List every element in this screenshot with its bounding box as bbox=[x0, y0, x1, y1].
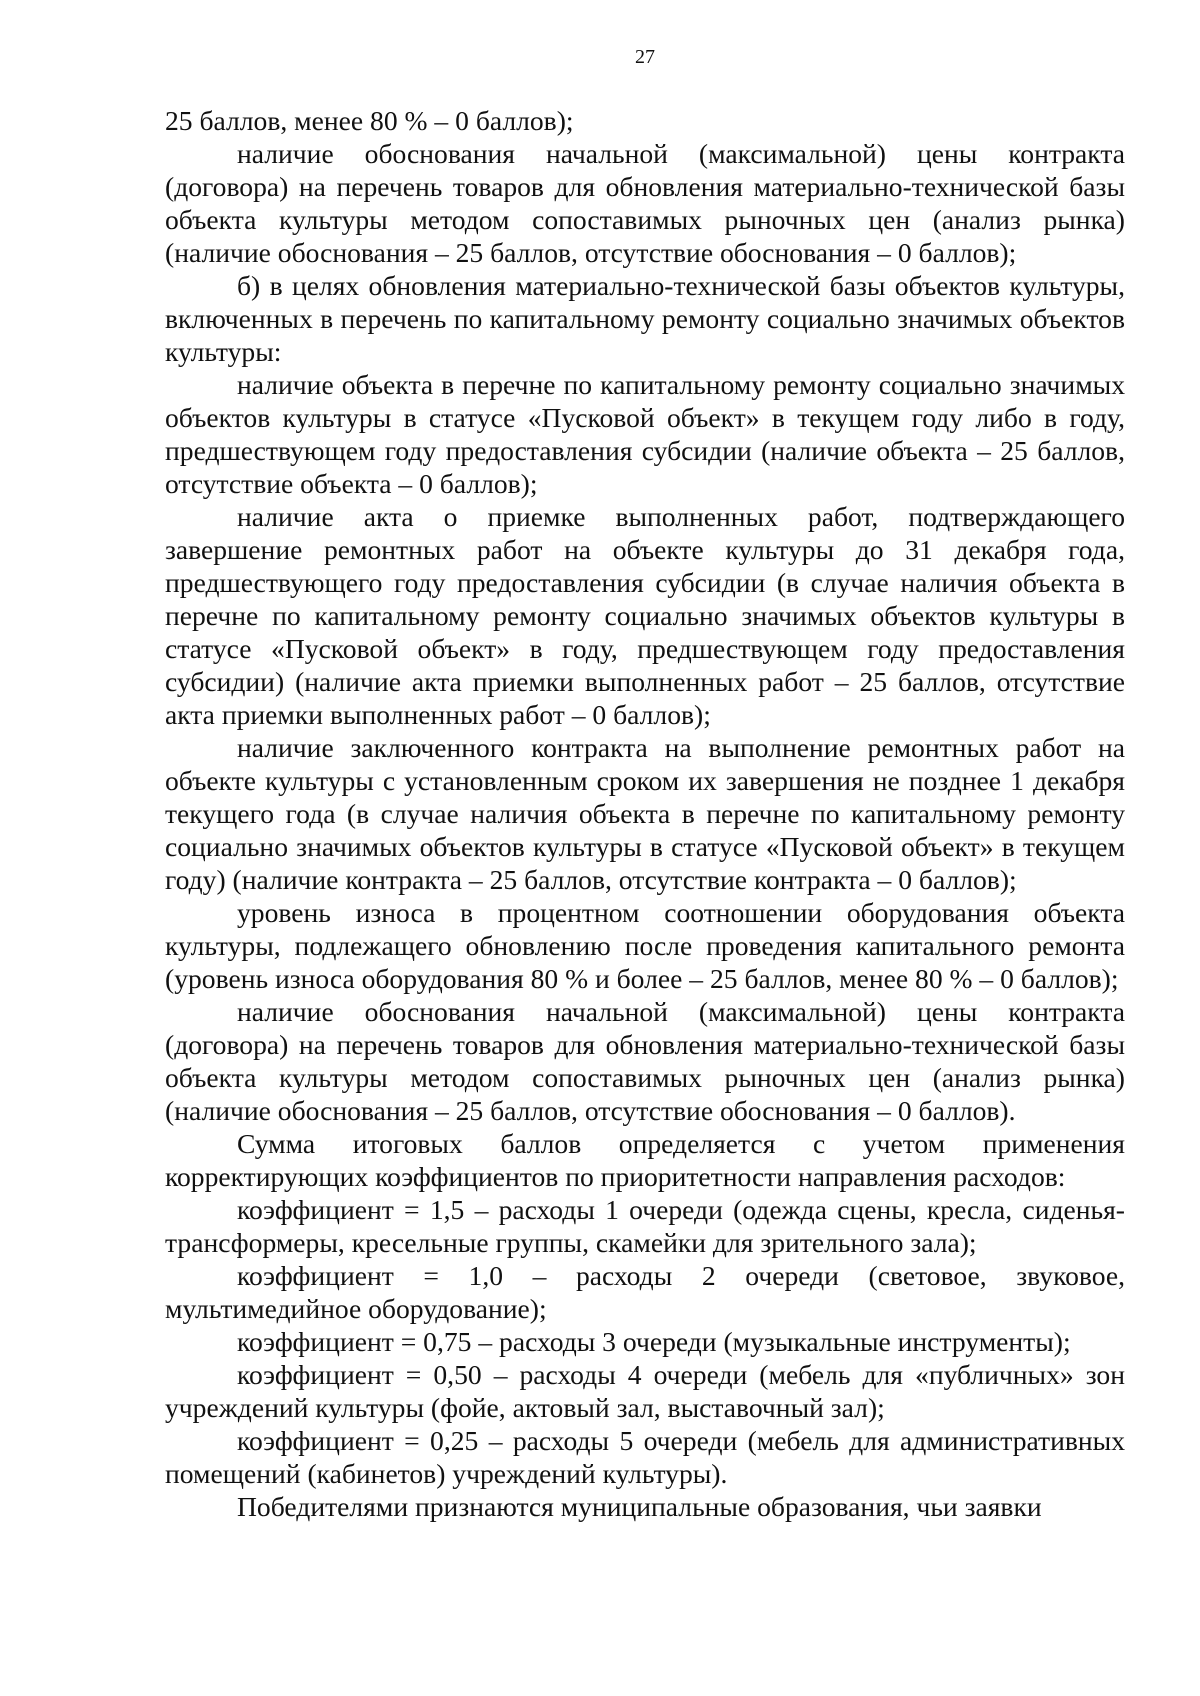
paragraph-repair-contract: наличие заключенного контракта на выполнение ремонтных работ на объекте культуры с установленным сроком их завершения не позднее 1 декабря текущего года (в случае наличия объекта в перечне по капитальному ремонту социально значимых объектов культуры в статусе «Пусковой объект» в текущем году) (наличие контракта – 25 баллов, отсутствие контракта – 0 баллов); bbox=[165, 732, 1125, 895]
paragraph-section-b: б) в целях обновления материально-технической базы объектов культуры, включенных в перечень по капитальному ремонту социально значимых объектов культуры: bbox=[165, 270, 1125, 367]
paragraph-coefficient-1: коэффициент = 1,5 – расходы 1 очереди (одежда сцены, кресла, сиденья-трансформеры, кресельные группы, скамейки для зрительного зала); bbox=[165, 1194, 1125, 1258]
paragraph-acceptance-act: наличие акта о приемке выполненных работ, подтверждающего завершение ремонтных работ на объекте культуры до 31 декабря года, предшествующего году предоставления субсидии (в случае наличия объекта в перечне по капитальному ремонту социально значимых объектов культуры в статусе «Пусковой объект» в году, предшествующем году предоставления субсидии) (наличие акта приемки выполненных работ – 25 баллов, отсутствие акта приемки выполненных работ – 0 баллов); bbox=[165, 501, 1125, 730]
paragraph-total-score: Сумма итоговых баллов определяется с учетом применения корректирующих коэффициентов по приоритетности направления расходов: bbox=[165, 1128, 1125, 1192]
paragraph-winners: Победителями признаются муниципальные образования, чьи заявки bbox=[237, 1491, 1042, 1522]
paragraph-wear-level: уровень износа в процентном соотношении оборудования объекта культуры, подлежащего обновлению после проведения капитального ремонта (уровень износа оборудования 80 % и более – 25 баллов, менее 80 % – 0 баллов); bbox=[165, 897, 1125, 994]
document-body bbox=[165, 104, 1125, 1523]
paragraph-continuation: 25 баллов, менее 80 % – 0 баллов); bbox=[165, 105, 574, 136]
paragraph-coefficient-4: коэффициент = 0,50 – расходы 4 очереди (мебель для «публичных» зон учреждений культуры (фойе, актовый зал, выставочный зал); bbox=[165, 1359, 1125, 1423]
paragraph-coefficient-2: коэффициент = 1,0 – расходы 2 очереди (световое, звуковое, мультимедийное оборудование); bbox=[165, 1260, 1125, 1324]
paragraph-price-justification-2: наличие обоснования начальной (максимальной) цены контракта (договора) на перечень товаров для обновления материально-технической базы объекта культуры методом сопоставимых рыночных цен (анализ рынка) (наличие обоснования – 25 баллов, отсутствие обоснования – 0 баллов). bbox=[165, 996, 1125, 1126]
paragraph-coefficient-5: коэффициент = 0,25 – расходы 5 очереди (мебель для административных помещений (кабинетов) учреждений культуры). bbox=[165, 1425, 1125, 1489]
paragraph-coefficient-3: коэффициент = 0,75 – расходы 3 очереди (музыкальные инструменты); bbox=[237, 1326, 1071, 1357]
paragraph-price-justification: наличие обоснования начальной (максимальной) цены контракта (договора) на перечень товаров для обновления материально-технической базы объекта культуры методом сопоставимых рыночных цен (анализ рынка) (наличие обоснования – 25 баллов, отсутствие обоснования – 0 баллов); bbox=[165, 138, 1125, 268]
page-number: 27 bbox=[635, 46, 655, 68]
paragraph-object-in-list: наличие объекта в перечне по капитальному ремонту социально значимых объектов культуры в статусе «Пусковой объект» в текущем году либо в году, предшествующем году предоставления субсидии (наличие объекта – 25 баллов, отсутствие объекта – 0 баллов); bbox=[165, 369, 1125, 499]
